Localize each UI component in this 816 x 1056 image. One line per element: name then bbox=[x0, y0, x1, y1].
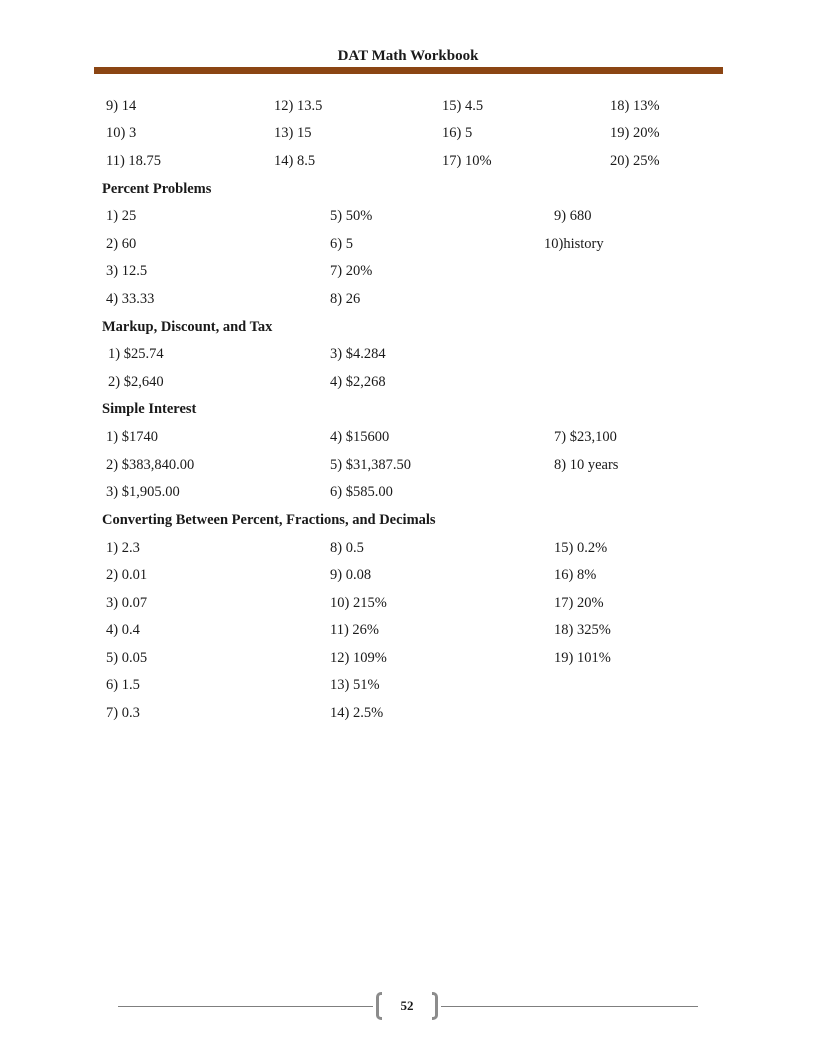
answer-item: 3) 12.5 bbox=[106, 263, 148, 279]
right-bracket-icon bbox=[432, 992, 438, 1020]
footer-rule-right bbox=[441, 1006, 698, 1007]
answer-item: 19) 101% bbox=[554, 650, 611, 666]
answer-item: 17) 10% bbox=[442, 153, 492, 169]
answer-item: 1) 2.3 bbox=[106, 540, 140, 556]
answer-item: 10) 3 bbox=[106, 125, 137, 141]
answer-item: 5) $31,387.50 bbox=[330, 457, 411, 473]
answer-item: 3) 0.07 bbox=[106, 595, 148, 611]
page-number: 52 bbox=[400, 998, 414, 1013]
answer-item: 1) $25.74 bbox=[108, 346, 164, 362]
answer-item: 9) 680 bbox=[554, 208, 592, 224]
answer-item: 13) 15 bbox=[274, 125, 312, 141]
answer-item: 6) $585.00 bbox=[330, 484, 393, 500]
answer-item: 20) 25% bbox=[610, 153, 660, 169]
section-title: Simple Interest bbox=[102, 401, 197, 417]
answer-item: 9) 0.08 bbox=[330, 567, 372, 583]
answer-item: 7) 20% bbox=[330, 263, 373, 279]
answer-item: 18) 13% bbox=[610, 98, 660, 114]
answer-item: 16) 5 bbox=[442, 125, 473, 141]
answer-item: 11) 18.75 bbox=[106, 153, 162, 169]
answer-item: 15) 0.2% bbox=[554, 540, 608, 556]
answer-item: 2) 60 bbox=[106, 236, 137, 252]
answer-item: 1) $1740 bbox=[106, 429, 158, 445]
answer-item: 10)history bbox=[544, 236, 604, 252]
answer-item: 8) 0.5 bbox=[330, 540, 364, 556]
section-title: Markup, Discount, and Tax bbox=[102, 319, 273, 335]
answer-item: 7) 0.3 bbox=[106, 705, 140, 721]
section-title: Percent Problems bbox=[102, 181, 212, 197]
answer-item: 4) 0.4 bbox=[106, 622, 140, 638]
answer-item: 9) 14 bbox=[106, 98, 137, 114]
answer-item: 10) 215% bbox=[330, 595, 387, 611]
answer-item: 4) $15600 bbox=[330, 429, 390, 445]
answer-item: 19) 20% bbox=[610, 125, 660, 141]
answer-item: 4) 33.33 bbox=[106, 291, 155, 307]
answer-item: 18) 325% bbox=[554, 622, 611, 638]
answer-item: 6) 1.5 bbox=[106, 677, 140, 693]
answer-item: 2) 0.01 bbox=[106, 567, 148, 583]
answer-item: 6) 5 bbox=[330, 236, 353, 252]
answer-item: 8) 26 bbox=[330, 291, 361, 307]
answer-item: 17) 20% bbox=[554, 595, 604, 611]
answer-item: 3) $1,905.00 bbox=[106, 484, 180, 500]
answer-item: 14) 8.5 bbox=[274, 153, 316, 169]
answer-item: 8) 10 years bbox=[554, 457, 619, 473]
answer-item: 4) $2,268 bbox=[330, 374, 386, 390]
answer-item: 16) 8% bbox=[554, 567, 597, 583]
answer-item: 11) 26% bbox=[330, 622, 379, 638]
header-rule bbox=[94, 67, 723, 74]
footer-rule-left bbox=[118, 1006, 373, 1007]
answer-item: 2) $383,840.00 bbox=[106, 457, 195, 473]
answer-item: 3) $4.284 bbox=[330, 346, 386, 362]
answer-item: 12) 109% bbox=[330, 650, 387, 666]
answer-item: 5) 0.05 bbox=[106, 650, 148, 666]
header-title: DAT Math Workbook bbox=[337, 48, 479, 64]
answer-item: 13) 51% bbox=[330, 677, 380, 693]
answer-item: 1) 25 bbox=[106, 208, 137, 224]
answer-item: 12) 13.5 bbox=[274, 98, 323, 114]
answer-item: 2) $2,640 bbox=[108, 374, 164, 390]
answer-item: 5) 50% bbox=[330, 208, 373, 224]
section-title: Converting Between Percent, Fractions, and Decimals bbox=[102, 512, 436, 528]
answer-item: 15) 4.5 bbox=[442, 98, 484, 114]
answer-item: 14) 2.5% bbox=[330, 705, 384, 721]
answer-item: 7) $23,100 bbox=[554, 429, 617, 445]
